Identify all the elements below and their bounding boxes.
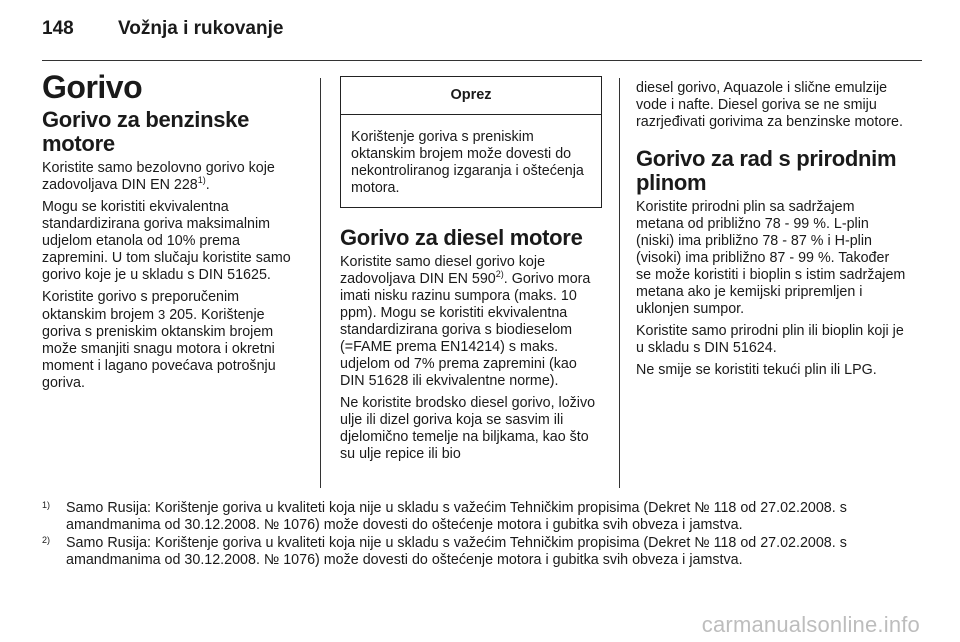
caution-title: Oprez: [341, 77, 601, 115]
page-number: 148: [42, 18, 74, 39]
page-header: [42, 8, 922, 48]
page-title: Gorivo: [42, 69, 143, 105]
section-heading-diesel: Gorivo za diesel motore: [340, 225, 583, 250]
paragraph: Koristite samo bezolovno gorivo koje zadovoljava DIN EN 228$^{1)}$.: [42, 160, 275, 193]
caution-box: [340, 76, 602, 208]
paragraph: Ne smije se koristiti tekući plin ili LPG.: [636, 362, 877, 378]
caution-text: Korištenje goriva s preniskim oktanskim brojem može dovesti do nekontroliranog izgaranja i oštećenja motora.: [351, 129, 584, 196]
column-1: [42, 70, 307, 397]
section-heading-natural-gas: Gorivo za rad s prirodnim plinom: [636, 146, 897, 195]
footnote-ref[interactable]: 1): [197, 175, 206, 186]
column-3: [636, 80, 906, 384]
watermark: carmanualsonline.info: [701, 612, 920, 637]
paragraph: Koristite samo diesel gorivo koje zadovoljava DIN EN 590$^{2)}$. Gorivo mora imati nisku razinu sumpora (maks. 10 ppm). Mogu se koristiti ekvivalentna standardizirana goriva s biodieselom (=FAME prema EN14214) s maks. udjelom od 7% prema zapremini (kao DIN 51628 ili ekvivalentne norme).: [340, 254, 591, 389]
header-divider: [42, 60, 922, 61]
column-2: [340, 76, 602, 468]
footnote-ref[interactable]: 2): [495, 269, 504, 280]
footnote: [42, 500, 922, 534]
paragraph: Koristite gorivo s preporučenim oktanskim brojem 3 205. Korištenje goriva s preniskim oktanskim brojem može smanjiti snagu motora i okretni moment i lagano povećava potrošnju goriva.: [42, 289, 276, 391]
footnote-mark: 2): [42, 535, 51, 545]
paragraph: Koristite prirodni plin sa sadržajem metana od približno 78 - 99 %. L-plin (niski) ima približno 78 - 87 % i H-plin (visoki) ima približno 87 - 99 %. Također se može koristiti i bioplin s istim sadržajem metana ako je kemijski pripremljen i uklonjen sumpor.: [636, 199, 906, 317]
paragraph: Ne koristite brodsko diesel gorivo, loživo ulje ili dizel goriva koja se sasvim ili djelomično temelje na biljkama, kao što su ulje repice ili bio: [340, 395, 596, 462]
paragraph: Koristite samo prirodni plin ili bioplin koji je u skladu s DIN 51624.: [636, 323, 904, 356]
footnote-text: Samo Rusija: Korištenje goriva u kvaliteti koja nije u skladu s važećim Tehničkim propisima (Dekret № 118 od 27.02.2008. s amandmanima od 30.12.2008. № 1076) može dovesti do oštećenje motora i gubitka svih obveza i jamstva.: [66, 500, 847, 533]
footnotes: [42, 500, 922, 570]
section-heading-petrol: Gorivo za benzinske motore: [42, 107, 250, 156]
footnote-text: Samo Rusija: Korištenje goriva u kvaliteti koja nije u skladu s važećim Tehničkim propisima (Dekret № 118 od 27.02.2008. s amandmanima od 30.12.2008. № 1076) može dovesti do oštećenje motora i gubitka svih obveza i jamstva.: [66, 535, 847, 568]
page-reference-arrow-icon[interactable]: 3: [158, 307, 166, 322]
paragraph: Mogu se koristiti ekvivalentna standardizirana goriva maksimalnim udjelom etanola od 10% prema zapremini. U tom slučaju koristite samo gorivo koje je u skladu s DIN 51625.: [42, 199, 291, 283]
paragraph: diesel gorivo, Aquazole i slične emulzije vode i nafte. Diesel goriva se ne smiju razrjeđivati gorivima za benzinske motore.: [636, 80, 903, 130]
column-divider-2: [619, 78, 620, 488]
column-divider-1: [320, 78, 321, 488]
footnote-mark: 1): [42, 500, 51, 510]
footnote: [42, 535, 922, 569]
running-title: Vožnja i rukovanje: [118, 18, 284, 39]
